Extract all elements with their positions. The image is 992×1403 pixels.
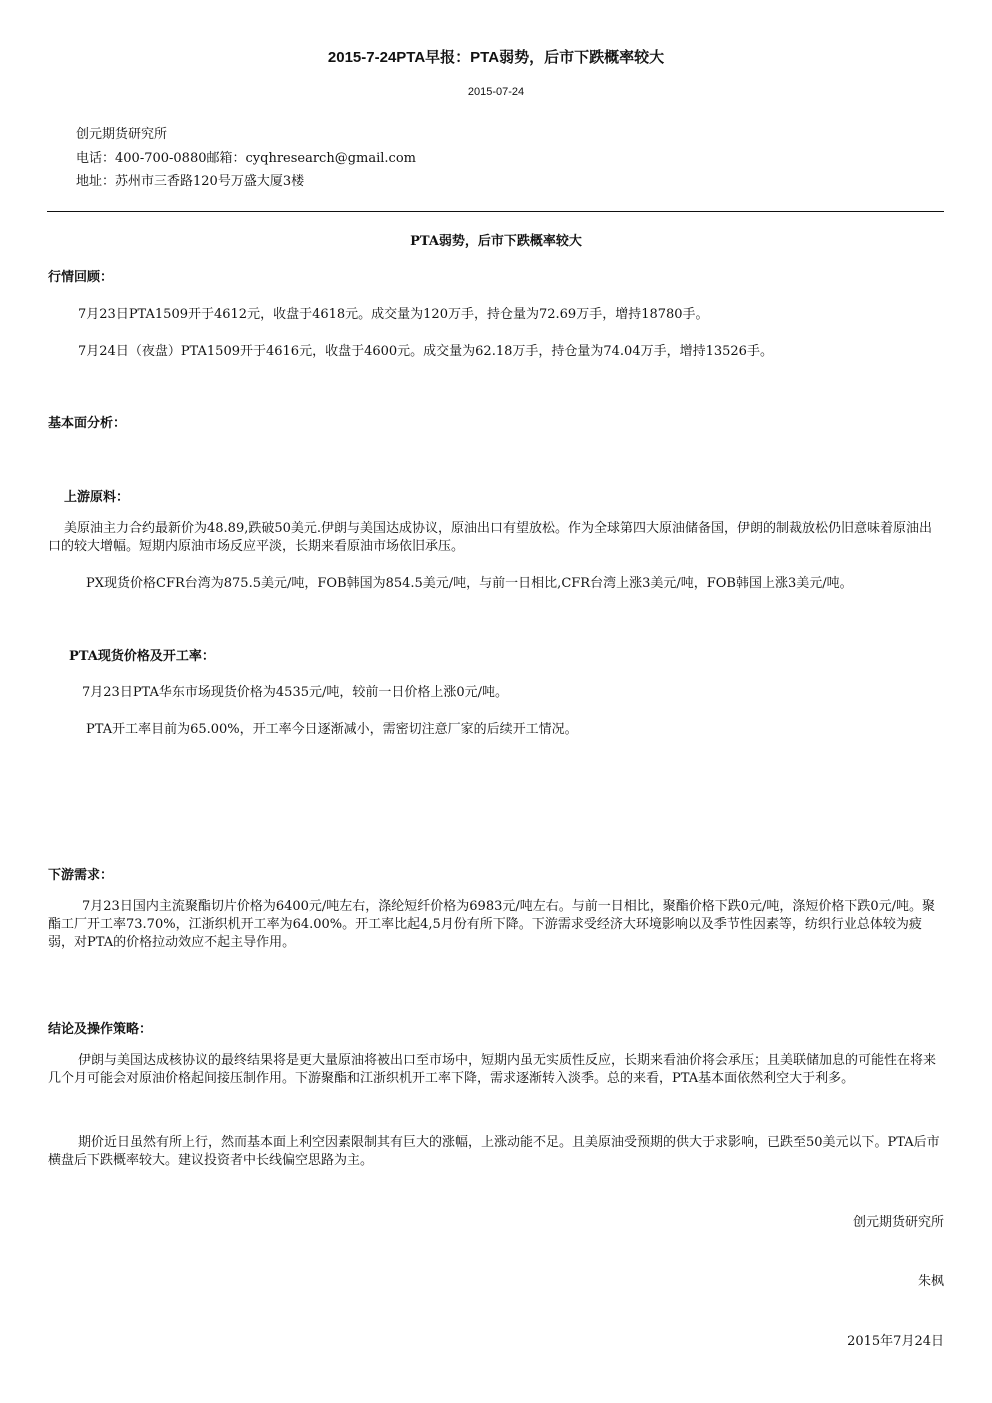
spot-paragraph-1: 7月23日PTA华东市场现货价格为4535元/吨，较前一日价格上涨0元/吨。	[82, 685, 509, 700]
report-title: 2015-7-24PTA早报：PTA弱势，后市下跌概率较大	[327, 49, 665, 66]
report-date: 2015-07-24	[467, 86, 525, 98]
spot-paragraph-2: PTA开工率目前为65.00%，开工率今日逐渐减小，需密切注意厂家的后续开工情况。	[86, 722, 578, 737]
section-heading-review: 行情回顾：	[48, 270, 114, 285]
upstream-paragraph-2: PX现货价格CFR台湾为875.5美元/吨，FOB韩国为854.5美元/吨，与前一日相比,CFR台湾上涨3美元/吨，FOB韩国上涨3美元/吨。	[86, 576, 853, 591]
footer-date: 2015年7月24日	[847, 1334, 944, 1349]
conclusion-paragraph-1: 伊朗与美国达成核协议的最终结果将是更大量原油将被出口至市场中，短期内虽无实质性反应，长期来看油价将会承压；且美联储加息的可能性在将来几个月可能会对原油价格起间接压制作用。下游聚酯和江浙织机开工率下降，需求逐渐转入淡季。总的来看，PTA基本面依然利空大于利多。	[48, 1053, 937, 1086]
section-heading-conclusion: 结论及操作策略：	[48, 1022, 153, 1037]
section-heading-spot: PTA现货价格及开工率：	[69, 649, 215, 664]
footer-author: 朱枫	[917, 1274, 944, 1289]
section-heading-fundamentals: 基本面分析：	[48, 416, 127, 431]
review-paragraph-1: 7月23日PTA1509开于4612元，收盘于4618元。成交量为120万手，持仓量为72.69万手，增持18780手。	[78, 307, 709, 322]
org-address: 地址：苏州市三香路120号万盛大厦3楼	[76, 174, 305, 189]
downstream-paragraph-1: 7月23日国内主流聚酯切片价格为6400元/吨左右，涤纶短纤价格为6983元/吨左右。与前一日相比，聚酯价格下跌0元/吨，涤短价格下跌0元/吨。聚酯工厂开工率73.70%，江浙织机开工率为64.00%。开工率比起4,5月份有所下降。下游需求受经济大环境影响以及季节性因素等，纺织行业总体较为疲弱，对PTA的价格拉动效应不起主导作用。	[48, 899, 936, 950]
review-paragraph-2: 7月24日（夜盘）PTA1509开于4616元，收盘于4600元。成交量为62.18万手，持仓量为74.04万手，增持13526手。	[78, 344, 773, 359]
upstream-paragraph-1: 美原油主力合约最新价为48.89,跌破50美元.伊朗与美国达成协议，原油出口有望放松。作为全球第四大原油储备国，伊朗的制裁放松仍旧意味着原油出口的较大增幅。短期内原油市场反应平淡，长期来看原油市场依旧承压。	[48, 521, 933, 554]
org-contact: 电话：400-700-0880邮箱：cyqhresearch@gmail.com	[76, 151, 416, 166]
header-divider	[47, 211, 944, 212]
section-heading-upstream: 上游原料：	[64, 490, 130, 505]
section-heading-downstream: 下游需求：	[48, 868, 114, 883]
org-name: 创元期货研究所	[76, 127, 168, 142]
article-subtitle: PTA弱势，后市下跌概率较大	[410, 234, 582, 249]
footer-org: 创元期货研究所	[852, 1215, 944, 1230]
conclusion-paragraph-2: 期价近日虽然有所上行，然而基本面上利空因素限制其有巨大的涨幅，上涨动能不足。且美原油受预期的供大于求影响，已跌至50美元以下。PTA后市横盘后下跌概率较大。建议投资者中长线偏空思路为主。	[48, 1135, 940, 1168]
